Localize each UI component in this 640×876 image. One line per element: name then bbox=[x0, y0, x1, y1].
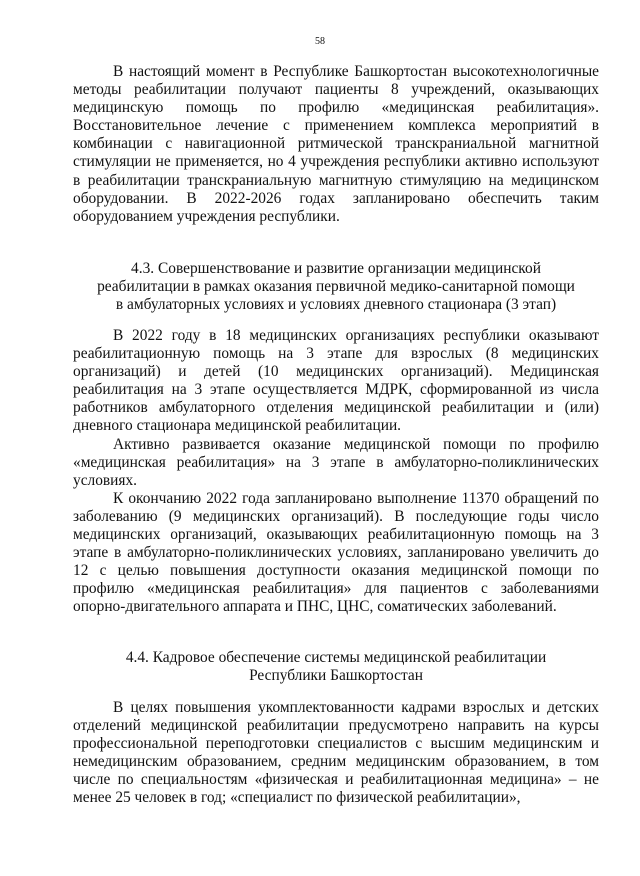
section-4-3-paragraph-2: Активно развивается оказание медицинской помощи по профилю «медицинская реабилитация» на 3 этапе в амбулаторно-поликлинических условиях. bbox=[73, 435, 599, 489]
section-4-3-paragraph-1: В 2022 году в 18 медицинских организациях республики оказывают реабилитационную помощь на 3 этапе для взрослых (8 медицинских организаций) и детей (10 медицинских организаций). Медицинская реабилитация на 3 этапе осуществляется МДРК, сформированной из числа работников амбулаторного отделения медицинской реабилитации и (или) дневного стационара медицинской реабилитации. bbox=[73, 327, 599, 435]
intro-text bbox=[73, 63, 599, 226]
page-number: 58 bbox=[315, 36, 325, 47]
section-4-3-heading bbox=[73, 260, 599, 314]
section-4-4-title-line-1: 4.4. Кадровое обеспечение системы медицинской реабилитации bbox=[125, 649, 547, 666]
section-4-4-title-line-2: Республики Башкортостан bbox=[249, 667, 423, 685]
section-4-4-paragraph-1: В целях повышения укомплектованности кадрами взрослых и детских отделений медицинской реабилитации предусмотрено направить на курсы профессиональной переподготовки специалистов с высшим медицинским и немедицинским образованием, средним медицинским образованием, в том числе по специальностям «физическая и реабилитационная медицина» – не менее 25 человек в год; «специалист по физической реабилитации», bbox=[73, 699, 599, 807]
section-4-4-heading bbox=[73, 649, 599, 685]
section-4-4-body bbox=[73, 699, 599, 808]
section-4-3-title-line-3: в амбулаторных условиях и условиях дневного стационара (3 этап) bbox=[115, 296, 557, 314]
section-4-3-title-line-1: 4.3. Совершенствование и развитие организации медицинской bbox=[131, 260, 541, 277]
section-4-3-paragraph-3: К окончанию 2022 года запланировано выполнение 11370 обращений по заболеванию (9 медицинских организаций). В последующие годы число медицинских организаций, оказывающих реабилитационную помощь на 3 этапе в амбулаторно-поликлинических условиях, запланировано увеличить до 12 с целью повышения доступности оказания медицинской помощи по профилю «медицинская реабилитация» для пациентов с заболеваниями опорно-двигательного аппарата и ПНС, ЦНС, соматических заболеваний. bbox=[73, 489, 599, 616]
section-4-3-title-line-2: реабилитации в рамках оказания первичной медико-санитарной помощи bbox=[97, 278, 575, 296]
intro-paragraph: В настоящий момент в Республике Башкортостан высокотехнологичные методы реабилитации получают пациенты 8 учреждений, оказывающих медицинскую помощь по профилю «медицинская реабилитация». Восстановительное лечение с применением комплекса мероприятий в комбинации с навигационной ритмической транскраниальной магнитной стимуляции не применяется, но 4 учреждения республики активно используют в реабилитации транскраниальную магнитную стимуляцию на медицинском оборудовании. В 2022-2026 годах запланировано обеспечить таким оборудованием учреждения республики. bbox=[73, 63, 599, 225]
section-4-3-body bbox=[73, 327, 599, 617]
